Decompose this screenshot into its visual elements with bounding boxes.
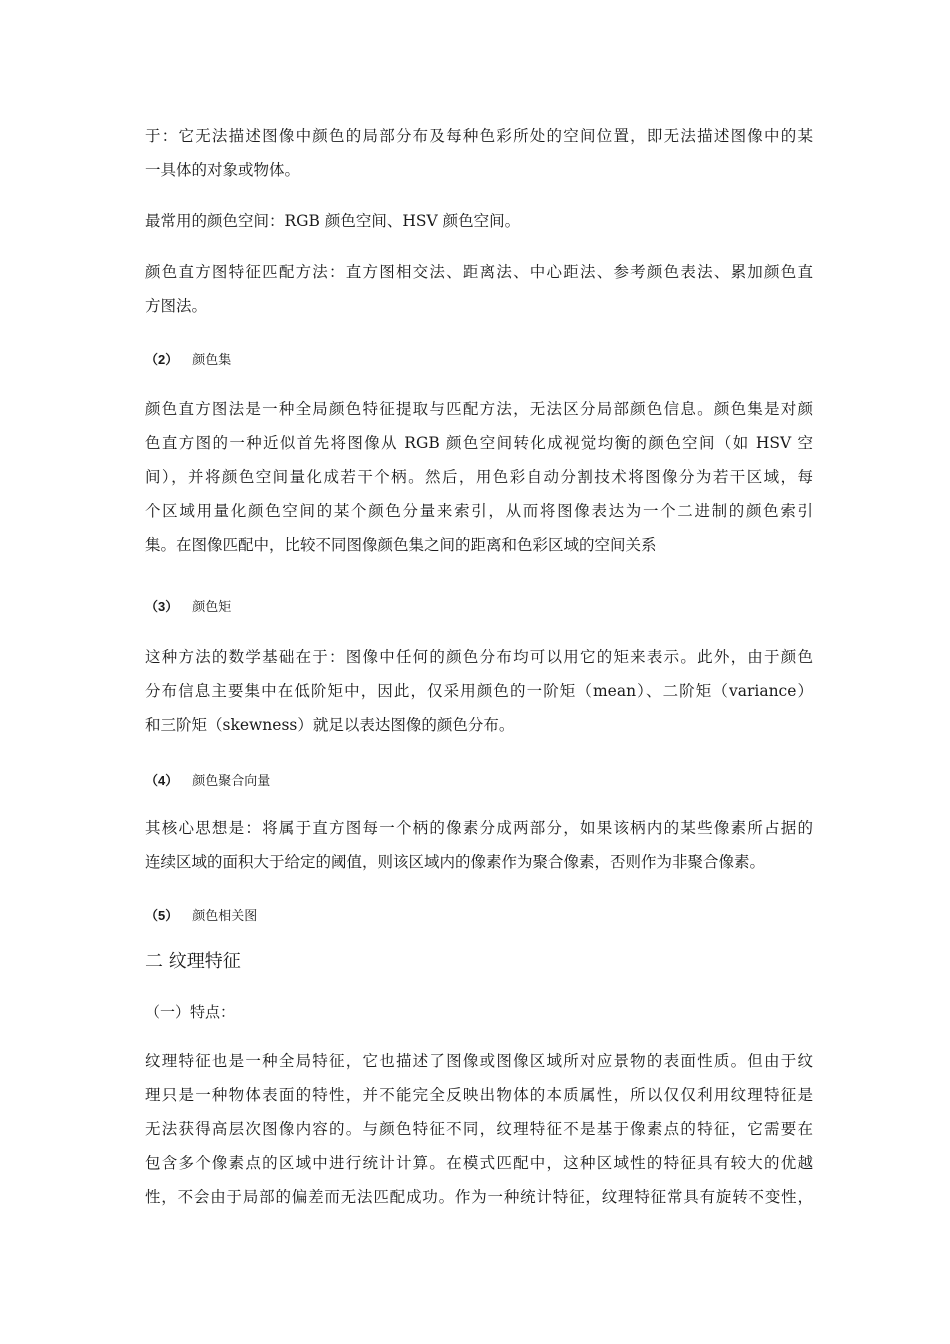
paragraph-common-color-spaces [145,204,813,238]
text-line: 理只是一种物体表面的特性，并不能完全反映出物体的本质属性，所以仅仅利用纹理特征是 [145,1086,813,1104]
section-title-texture-features: 二 纹理特征 [145,951,241,972]
subsection-title-characteristics: （一）特点： [145,1003,236,1021]
subheading-color-set [145,350,813,371]
text-line: 色直方图的一种近似首先将图像从 RGB 颜色空间转化成视觉均衡的颜色空间（如 HSV 空 [145,434,813,452]
text-line: 方图法。 [145,297,208,315]
text-line: 连续区域的面积大于给定的阈值，则该区域内的像素作为聚合像素，否则作为非聚合像素。 [145,853,766,871]
text-line: 其核心思想是：将属于直方图每一个柄的像素分成两部分，如果该柄内的某些像素所占据的 [145,819,813,837]
subheading-number: （4） [145,773,179,788]
paragraph-color-set [145,392,813,562]
text-line: 间），并将颜色空间量化成若干个柄。然后，用色彩自动分割技术将图像分为若干区域，每 [145,468,813,486]
paragraph-texture-features [145,1044,813,1214]
text-line: 分布信息主要集中在低阶矩中，因此，仅采用颜色的一阶矩（mean）、二阶矩（variance） [145,682,813,700]
subheading-text: 颜色相关图 [192,909,258,924]
paragraph-color-coherence-vector [145,811,813,879]
text-line: 颜色直方图特征匹配方法：直方图相交法、距离法、中心距法、参考颜色表法、累加颜色直 [145,263,813,281]
text-line: 性，不会由于局部的偏差而无法匹配成功。作为一种统计特征，纹理特征常具有旋转不变性， [145,1188,813,1206]
text-line: 最常用的颜色空间：RGB 颜色空间、HSV 颜色空间。 [145,212,521,230]
paragraph-histogram-matching-methods [145,255,813,323]
subheading-text: 颜色集 [192,353,232,368]
subheading-number: （5） [145,908,179,923]
subheading-color-moments [145,597,813,618]
subheading-color-correlogram [145,906,813,927]
paragraph-color-moments [145,640,813,742]
subheading-number: （2） [145,352,179,367]
text-line: 个区域用量化颜色空间的某个颜色分量来索引，从而将图像表达为一个二进制的颜色索引 [145,502,813,520]
text-line: 一具体的对象或物体。 [145,161,301,179]
text-line: 集。在图像匹配中，比较不同图像颜色集之间的距离和色彩区域的空间关系 [145,536,657,554]
text-line: 包含多个像素点的区域中进行统计计算。在模式匹配中，这种区域性的特征具有较大的优越 [145,1154,813,1172]
text-line: 纹理特征也是一种全局特征，它也描述了图像或图像区域所对应景物的表面性质。但由于纹 [145,1052,813,1070]
subheading-text: 颜色聚合向量 [192,774,271,789]
paragraph-color-histogram-drawback [145,119,813,187]
text-line: 无法获得高层次图像内容的。与颜色特征不同，纹理特征不是基于像素点的特征，它需要在 [145,1120,813,1138]
subheading-number: （3） [145,599,179,614]
text-line: 这种方法的数学基础在于：图像中任何的颜色分布均可以用它的矩来表示。此外，由于颜色 [145,648,813,666]
subheading-text: 颜色矩 [192,600,232,615]
text-line: 颜色直方图法是一种全局颜色特征提取与匹配方法，无法区分局部颜色信息。颜色集是对颜 [145,400,813,418]
text-line: 和三阶矩（skewness）就足以表达图像的颜色分布。 [145,716,515,734]
subheading-color-coherence-vector [145,771,813,792]
text-line: 于：它无法描述图像中颜色的局部分布及每种色彩所处的空间位置，即无法描述图像中的某 [145,127,813,145]
